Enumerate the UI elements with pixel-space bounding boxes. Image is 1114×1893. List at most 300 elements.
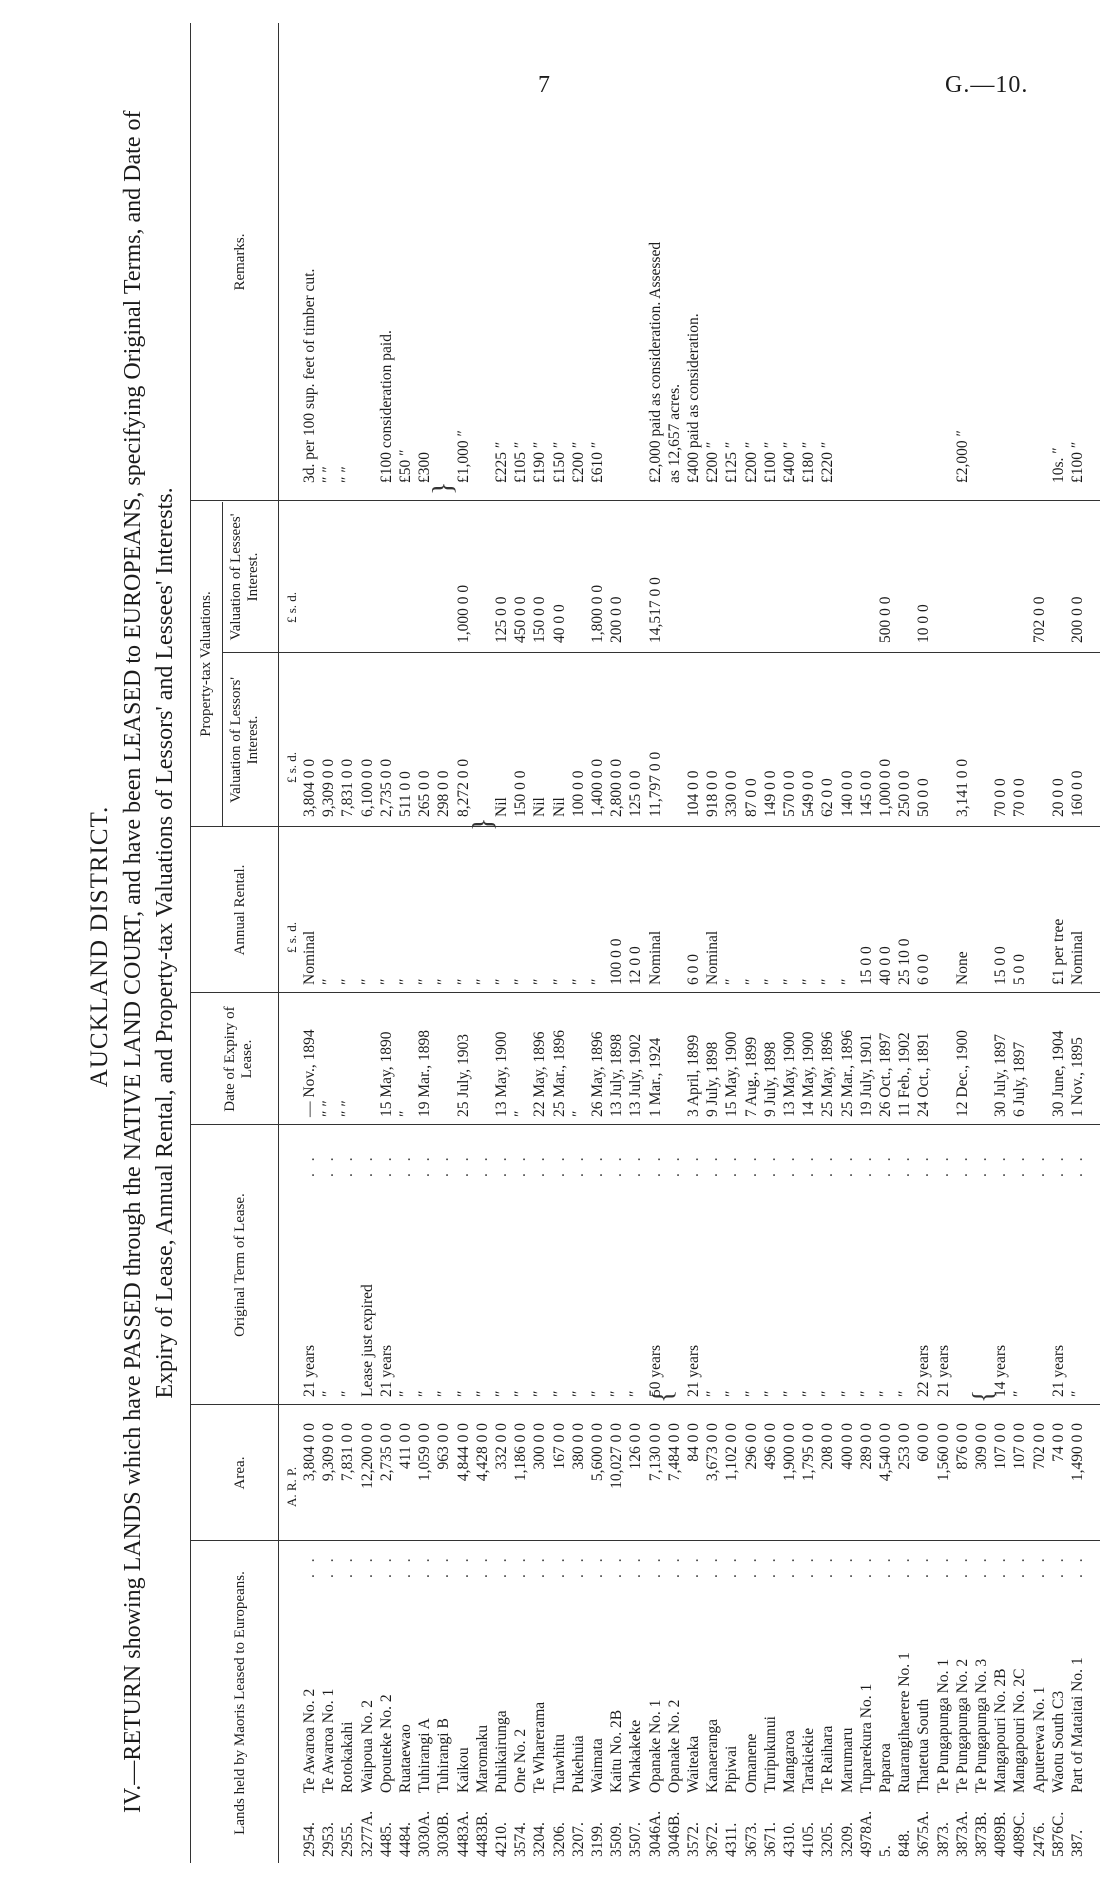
term-leader-dots: . .	[416, 1153, 434, 1177]
area-cell: 309 0 0	[973, 1423, 990, 1470]
area-cell: 4,428 0 0	[473, 1423, 491, 1482]
area-cell: 7,831 0 0	[339, 1423, 357, 1482]
area-cell: 7,484 0 0	[665, 1423, 683, 1482]
lessees-valuation-cell: 10 0 0	[915, 604, 933, 643]
lessors-valuation-cell: 7,831 0 0	[339, 758, 357, 817]
term-leader-dots: . .	[742, 1153, 760, 1177]
expiry-cell: 13 July, 1898	[608, 1034, 626, 1117]
expiry-cell: 12 Dec., 1900	[953, 1030, 971, 1117]
land-name: Mangaroa	[781, 1730, 798, 1793]
lessees-valuation-cell: 200 0 0	[608, 596, 626, 643]
lessors-valuation-cell: 3,141 0 0	[953, 758, 971, 817]
area-cell: 7,130 0 0	[646, 1423, 664, 1482]
land-name: Marumaru	[838, 1727, 856, 1793]
table-row	[665, 0, 685, 1893]
area-cell: 496 0 0	[761, 1423, 779, 1470]
expiry-cell: 9 July, 1898	[761, 1041, 779, 1117]
rental-cell: Nominal	[301, 930, 318, 985]
term-leader-dots: . .	[358, 1153, 376, 1177]
term-leader-dots: . .	[953, 1153, 971, 1177]
term-leader-dots: . .	[838, 1153, 856, 1177]
land-name: Te Pungapunga No. 1	[934, 1658, 952, 1793]
remarks-cell: £100 ″	[1069, 441, 1086, 483]
term-cell: ″	[435, 1390, 453, 1397]
table-row	[319, 0, 339, 1893]
expiry-cell: 7 Aug., 1899	[742, 1036, 760, 1117]
remarks-cell: £180 ″	[800, 441, 818, 483]
rental-cell: 100 0 0	[608, 938, 626, 985]
term-leader-dots: . .	[377, 1153, 395, 1177]
expiry-cell: ″	[569, 1110, 587, 1117]
expiry-cell: 19 July, 1901	[857, 1034, 875, 1117]
expiry-cell: 26 Oct., 1897	[877, 1032, 894, 1117]
term-leader-dots: . .	[454, 1153, 472, 1177]
land-name: Opanake No. 1	[646, 1699, 664, 1793]
term-cell: 21 years	[934, 1344, 952, 1397]
rental-cell: ″	[493, 978, 510, 985]
name-leader-dots: . .	[493, 1554, 510, 1578]
term-brace-pungapunga: {	[968, 1389, 999, 1403]
remarks-cell: ″ ″	[320, 466, 338, 483]
lessors-valuation-cell: 150 0 0	[512, 770, 530, 817]
land-name: Te Raihara	[819, 1725, 837, 1793]
remarks-cell: 3d. per 100 sup. feet of timber cut.	[301, 268, 318, 483]
term-leader-dots: . .	[723, 1153, 741, 1177]
area-cell: 5,600 0 0	[589, 1423, 606, 1482]
rental-cell: Nominal	[1069, 930, 1086, 985]
rental-cell: ″	[742, 978, 760, 985]
expiry-cell: ″ ″	[339, 1100, 357, 1117]
term-cell: ″	[819, 1390, 837, 1397]
expiry-cell: 19 Mar., 1898	[416, 1030, 434, 1117]
area-cell: 1,490 0 0	[1069, 1423, 1086, 1482]
area-cell: 12,200 0 0	[358, 1423, 376, 1489]
remarks-cell: £220 ″	[819, 441, 837, 483]
term-cell: ″	[416, 1390, 434, 1397]
area-cell: 1,560 0 0	[934, 1423, 952, 1482]
entry-number: 3873.	[934, 1822, 952, 1857]
entry-number: 3046A.	[646, 1810, 664, 1857]
lessors-valuation-cell: 104 0 0	[685, 770, 702, 817]
term-cell: ″	[857, 1390, 875, 1397]
rental-cell: ″	[512, 978, 530, 985]
rental-cell: ″	[454, 978, 472, 985]
lessors-valuation-cell: 50 0 0	[915, 778, 933, 817]
lessees-valuation-cell: 500 0 0	[877, 596, 894, 643]
remarks-cell: £105 ″	[512, 441, 530, 483]
rental-cell: ″	[781, 978, 798, 985]
name-leader-dots: . .	[435, 1554, 453, 1578]
header-area: Area.	[232, 1456, 248, 1490]
term-cell: 21 years	[301, 1344, 318, 1397]
area-cell: 107 0 0	[992, 1423, 1010, 1470]
rental-cell: 6 0 0	[915, 954, 933, 985]
term-leader-dots: . .	[992, 1153, 1010, 1177]
name-leader-dots: . .	[857, 1554, 875, 1578]
header-term: Original Term of Lease.	[232, 1193, 248, 1337]
term-leader-dots: . .	[915, 1153, 933, 1177]
remarks-cell: £2,000 paid as consideration. Assessed	[646, 241, 664, 483]
land-name: Omanene	[742, 1733, 760, 1793]
entry-number: 3204.	[531, 1822, 549, 1857]
land-name: Tuhirangi A	[416, 1718, 434, 1793]
term-leader-dots: . .	[627, 1153, 645, 1177]
term-leader-dots: . .	[800, 1153, 818, 1177]
term-leader-dots: . .	[550, 1153, 568, 1177]
remarks-cell: ″ ″	[339, 466, 357, 483]
rental-cell: None	[953, 951, 971, 985]
term-cell: ″	[473, 1390, 491, 1397]
land-name: Opouteke No. 2	[377, 1694, 395, 1793]
expiry-cell: 11 Feb., 1902	[896, 1032, 914, 1117]
rental-cell: ″	[838, 978, 856, 985]
land-name: Waipoua No. 2	[358, 1699, 376, 1793]
expiry-cell: 1 Nov., 1895	[1069, 1037, 1086, 1117]
table-row	[761, 0, 781, 1893]
entry-number: 3509.	[608, 1822, 626, 1857]
name-leader-dots: . .	[608, 1554, 626, 1578]
expiry-cell: 15 May, 1900	[723, 1031, 741, 1117]
rental-cell: Nominal	[704, 930, 722, 985]
entry-number: 4310.	[781, 1822, 798, 1857]
lessees-valuation-cell: 40 0 0	[550, 604, 568, 643]
rental-cell: ″	[320, 978, 338, 985]
rental-cell: ″	[723, 978, 741, 985]
lessors-valuation-cell: 145 0 0	[857, 770, 875, 817]
entry-number: 5.	[877, 1845, 894, 1857]
expiry-cell: ″ ″	[320, 1100, 338, 1117]
term-cell: ″	[723, 1390, 741, 1397]
table-row	[991, 0, 1011, 1893]
area-cell: 208 0 0	[819, 1423, 837, 1470]
land-name: Whakakeke	[627, 1719, 645, 1793]
land-name: Mangapouri No. 2C	[1011, 1668, 1029, 1793]
entry-number: 3205.	[819, 1822, 837, 1857]
table-row	[415, 0, 435, 1893]
entry-number: 4311.	[723, 1822, 741, 1857]
rental-cell: ″	[531, 978, 549, 985]
area-cell: 2,735 0 0	[377, 1423, 395, 1482]
rental-cell: ″	[800, 978, 818, 985]
name-leader-dots: . .	[742, 1554, 760, 1578]
term-leader-dots: . .	[1030, 1153, 1048, 1177]
name-leader-dots: . .	[838, 1554, 856, 1578]
name-leader-dots: . .	[1069, 1554, 1086, 1578]
name-leader-dots: . .	[953, 1554, 971, 1578]
entry-number: 2954.	[301, 1822, 318, 1857]
entry-number: 2953.	[320, 1822, 338, 1857]
area-cell: 1,186 0 0	[512, 1423, 530, 1482]
land-name: One No. 2	[512, 1728, 530, 1793]
term-cell: ″	[397, 1390, 414, 1397]
table-row	[1010, 0, 1030, 1893]
area-cell: 107 0 0	[1011, 1423, 1029, 1470]
expiry-cell: 13 July, 1902	[627, 1034, 645, 1117]
rental-cell: 12 0 0	[627, 946, 645, 985]
rental-cell: ″	[397, 978, 414, 985]
table-row	[338, 0, 358, 1893]
rental-cell: 25 10 0	[896, 938, 914, 985]
return-title-line-1: IV.—RETURN showing LANDS which have PASSED through the NATIVE LAND COURT, and have been LEASED to EUROPEANS, specifying Original Terms, and Date of	[120, 110, 146, 1813]
area-cell: 400 0 0	[838, 1423, 856, 1470]
entry-number: 4483A.	[454, 1810, 472, 1857]
page-number: 7	[538, 72, 550, 98]
rental-cell: ″	[435, 978, 453, 985]
area-cell: 10,027 0 0	[608, 1423, 626, 1489]
lessors-valuation-cell: 1,400 0 0	[589, 758, 606, 817]
term-cell: ″	[761, 1390, 779, 1397]
area-cell: 3,673 0 0	[704, 1423, 722, 1482]
remarks-cell: £610 ″	[589, 441, 606, 483]
table-row	[511, 0, 531, 1893]
rental-cell: 15 0 0	[992, 946, 1010, 985]
term-leader-dots: . .	[704, 1153, 722, 1177]
table-row	[300, 0, 320, 1893]
term-cell: 50 years	[646, 1344, 664, 1397]
name-leader-dots: . .	[915, 1554, 933, 1578]
expiry-cell: 25 July, 1903	[454, 1034, 472, 1117]
rental-cell: ″	[761, 978, 779, 985]
remarks-cell: £100 consideration paid.	[377, 330, 395, 483]
lessors-valuation-cell: 140 0 0	[838, 770, 856, 817]
table-row	[934, 0, 954, 1893]
lessors-valuation-cell: 549 0 0	[800, 770, 818, 817]
header-expiry: Date of Expiry of Lease.	[222, 1006, 256, 1112]
remarks-cell: £400 paid as consideration.	[685, 313, 702, 483]
expiry-cell: ″	[512, 1110, 530, 1117]
area-cell: 1,900 0 0	[781, 1423, 798, 1482]
term-brace-opanake: {	[648, 1389, 679, 1403]
name-leader-dots: . .	[339, 1554, 357, 1578]
table-row	[550, 0, 570, 1893]
term-cell: 21 years	[1049, 1344, 1067, 1397]
entry-number: 3209.	[838, 1822, 856, 1857]
lessees-valuation-cell: 150 0 0	[531, 596, 549, 643]
header-bottom-rule	[278, 23, 279, 1863]
area-cell: 289 0 0	[857, 1423, 875, 1470]
term-cell: ″	[531, 1390, 549, 1397]
lessors-valuation-cell: 3,804 0 0	[301, 758, 318, 817]
term-leader-dots: . .	[339, 1153, 357, 1177]
term-leader-dots: . .	[1011, 1153, 1029, 1177]
entry-number: 3206.	[550, 1822, 568, 1857]
table-row	[972, 0, 992, 1893]
rental-cell: 6 0 0	[685, 954, 702, 985]
remarks-cell: 10s. ″	[1049, 447, 1067, 483]
term-cell: 21 years	[685, 1344, 702, 1397]
term-cell: 22 years	[915, 1344, 933, 1397]
table-row	[857, 0, 877, 1893]
rental-cell: ″	[473, 978, 491, 985]
entry-number: 3030A.	[416, 1810, 434, 1857]
land-name: Pukehuia	[569, 1735, 587, 1793]
table-row	[569, 0, 589, 1893]
area-cell: 4,540 0 0	[877, 1423, 894, 1482]
expiry-cell: — Nov., 1894	[301, 1029, 318, 1117]
term-cell: ″	[454, 1390, 472, 1397]
rental-cell: Nominal	[646, 930, 664, 985]
name-leader-dots: . .	[473, 1554, 491, 1578]
table-row	[646, 0, 666, 1893]
lessors-valuation-cell: Nil	[531, 797, 549, 817]
land-name: Aputerewa No. 1	[1030, 1686, 1048, 1793]
land-name: Thatetua South	[915, 1698, 933, 1793]
remarks-cell: £200 ″	[569, 441, 587, 483]
expiry-cell: 9 July, 1898	[704, 1041, 722, 1117]
rental-cell: 40 0 0	[877, 946, 894, 985]
rental-cell: ″	[358, 978, 376, 985]
lessors-valuation-cell: 149 0 0	[761, 770, 779, 817]
term-cell: ″	[704, 1390, 722, 1397]
term-cell: ″	[838, 1390, 856, 1397]
term-leader-dots: . .	[320, 1153, 338, 1177]
term-cell: ″	[589, 1390, 606, 1397]
term-cell: ″	[320, 1390, 338, 1397]
term-cell: ″	[627, 1390, 645, 1397]
area-cell: 1,059 0 0	[416, 1423, 434, 1482]
expiry-cell: 25 May, 1896	[819, 1031, 837, 1117]
term-cell: ″	[339, 1390, 357, 1397]
area-cell: 380 0 0	[569, 1423, 587, 1470]
lessees-valuation-cell: 702 0 0	[1030, 596, 1048, 643]
remarks-cell: £200 ″	[704, 441, 722, 483]
entry-number: 3873A.	[953, 1810, 971, 1857]
term-cell: ″	[512, 1390, 530, 1397]
entry-number: 4483B.	[473, 1811, 491, 1857]
header-lessees: Valuation of Lessees' Interest.	[228, 513, 262, 641]
area-cell: 876 0 0	[953, 1423, 971, 1470]
land-name: Tarakiekie	[800, 1727, 818, 1793]
table-row	[588, 0, 608, 1893]
term-cell: ″	[896, 1390, 914, 1397]
name-leader-dots: . .	[973, 1554, 990, 1578]
name-leader-dots: . .	[685, 1554, 702, 1578]
term-leader-dots: . .	[857, 1153, 875, 1177]
term-leader-dots: . .	[569, 1153, 587, 1177]
term-leader-dots: . .	[665, 1153, 683, 1177]
lessees-units: £ s. d.	[284, 591, 299, 623]
land-name: Kaitu No. 2B	[608, 1709, 626, 1793]
entry-number: 4105.	[800, 1822, 818, 1857]
lessors-valuation-cell: 62 0 0	[819, 778, 837, 817]
area-cell: 702 0 0	[1030, 1423, 1048, 1470]
entry-number: 848.	[896, 1829, 914, 1857]
entry-number: 3199.	[589, 1822, 606, 1857]
area-cell: 3,804 0 0	[301, 1423, 318, 1482]
lessors-valuation-cell: 8,272 0 0	[454, 758, 472, 817]
remarks-cell: £225 ″	[493, 441, 510, 483]
table-row	[838, 0, 858, 1893]
entry-number: 4484.	[397, 1822, 414, 1857]
term-cell: ″	[1069, 1390, 1086, 1397]
expiry-cell: 24 Oct., 1891	[915, 1032, 933, 1117]
land-name: Te Awaroa No. 2	[301, 1688, 318, 1793]
lessors-valuation-cell: Nil	[550, 797, 568, 817]
name-leader-dots: . .	[800, 1554, 818, 1578]
lessees-valuation-cell: 125 0 0	[493, 596, 510, 643]
term-cell: ″	[550, 1390, 568, 1397]
lessors-valuation-cell: 250 0 0	[896, 770, 914, 817]
land-name: Waiteaka	[685, 1735, 702, 1793]
header-lands: Lands held by Maoris Leased to Europeans.	[232, 1571, 248, 1835]
land-name: Part of Mataitai No. 1	[1069, 1657, 1086, 1793]
entry-number: 4089B.	[992, 1811, 1010, 1857]
remarks-cell: £190 ″	[531, 441, 549, 483]
lessors-valuation-cell: 918 0 0	[704, 770, 722, 817]
table-row	[742, 0, 762, 1893]
term-cell: ″	[608, 1390, 626, 1397]
land-name: Tuhirangi B	[435, 1718, 453, 1793]
remarks-cell: £100 ″	[761, 441, 779, 483]
remarks-cell: as 12,657 acres.	[665, 384, 683, 483]
remarks-brace: }	[428, 481, 459, 495]
rental-cell: ″	[569, 978, 587, 985]
name-leader-dots: . .	[992, 1554, 1010, 1578]
term-leader-dots: . .	[435, 1153, 453, 1177]
expiry-cell: 3 April, 1899	[685, 1034, 702, 1117]
lessors-valuation-cell: 11,797 0 0	[646, 751, 664, 817]
name-leader-dots: . .	[1011, 1554, 1029, 1578]
lessors-valuation-cell: 70 0 0	[1011, 778, 1029, 817]
table-row	[377, 0, 397, 1893]
lessors-valuation-cell: 20 0 0	[1049, 778, 1067, 817]
name-leader-dots: . .	[819, 1554, 837, 1578]
lessors-valuation-cell: 2,800 0 0	[608, 758, 626, 817]
name-leader-dots: . .	[358, 1554, 376, 1578]
term-cell: 21 years	[377, 1344, 395, 1397]
area-cell: 296 0 0	[742, 1423, 760, 1470]
rental-cell: ″	[339, 978, 357, 985]
name-leader-dots: . .	[704, 1554, 722, 1578]
name-leader-dots: . .	[301, 1554, 318, 1578]
land-name: Rotokakahi	[339, 1721, 357, 1793]
term-leader-dots: . .	[646, 1153, 664, 1177]
area-cell: 300 0 0	[531, 1423, 549, 1470]
remarks-cell: £300	[416, 452, 434, 483]
rental-cell: 15 0 0	[857, 946, 875, 985]
table-row	[1030, 0, 1050, 1893]
name-leader-dots: . .	[877, 1554, 894, 1578]
term-leader-dots: . .	[973, 1153, 990, 1177]
lessors-valuation-cell: Nil	[493, 797, 510, 817]
name-leader-dots: . .	[416, 1554, 434, 1578]
term-leader-dots: . .	[934, 1153, 952, 1177]
term-leader-dots: . .	[819, 1153, 837, 1177]
expiry-cell: 25 Mar., 1896	[838, 1030, 856, 1117]
land-name: Te Pungapunga No. 2	[953, 1658, 971, 1793]
lessors-valuation-cell: 87 0 0	[742, 778, 760, 817]
entry-number: 3673.	[742, 1822, 760, 1857]
term-leader-dots: . .	[397, 1153, 414, 1177]
term-leader-dots: . .	[531, 1153, 549, 1177]
area-cell: 963 0 0	[435, 1423, 453, 1470]
rental-cell: ″	[377, 978, 395, 985]
term-cell: Lease just expired	[358, 1284, 376, 1397]
table-row	[684, 0, 704, 1893]
entry-number: 3574.	[512, 1822, 530, 1857]
name-leader-dots: . .	[550, 1554, 568, 1578]
remarks-cell: £2,000 ″	[953, 430, 971, 483]
land-name: Mangapouri No. 2B	[992, 1668, 1010, 1793]
lessors-valuation-cell: 125 0 0	[627, 770, 645, 817]
entry-number: 3675A.	[915, 1810, 933, 1857]
term-cell: ″	[569, 1390, 587, 1397]
remarks-cell: £150 ″	[550, 441, 568, 483]
term-leader-dots: . .	[512, 1153, 530, 1177]
land-name: Kaikou	[454, 1747, 472, 1793]
table-row	[953, 0, 973, 1893]
land-name: Ruataewao	[397, 1724, 414, 1793]
